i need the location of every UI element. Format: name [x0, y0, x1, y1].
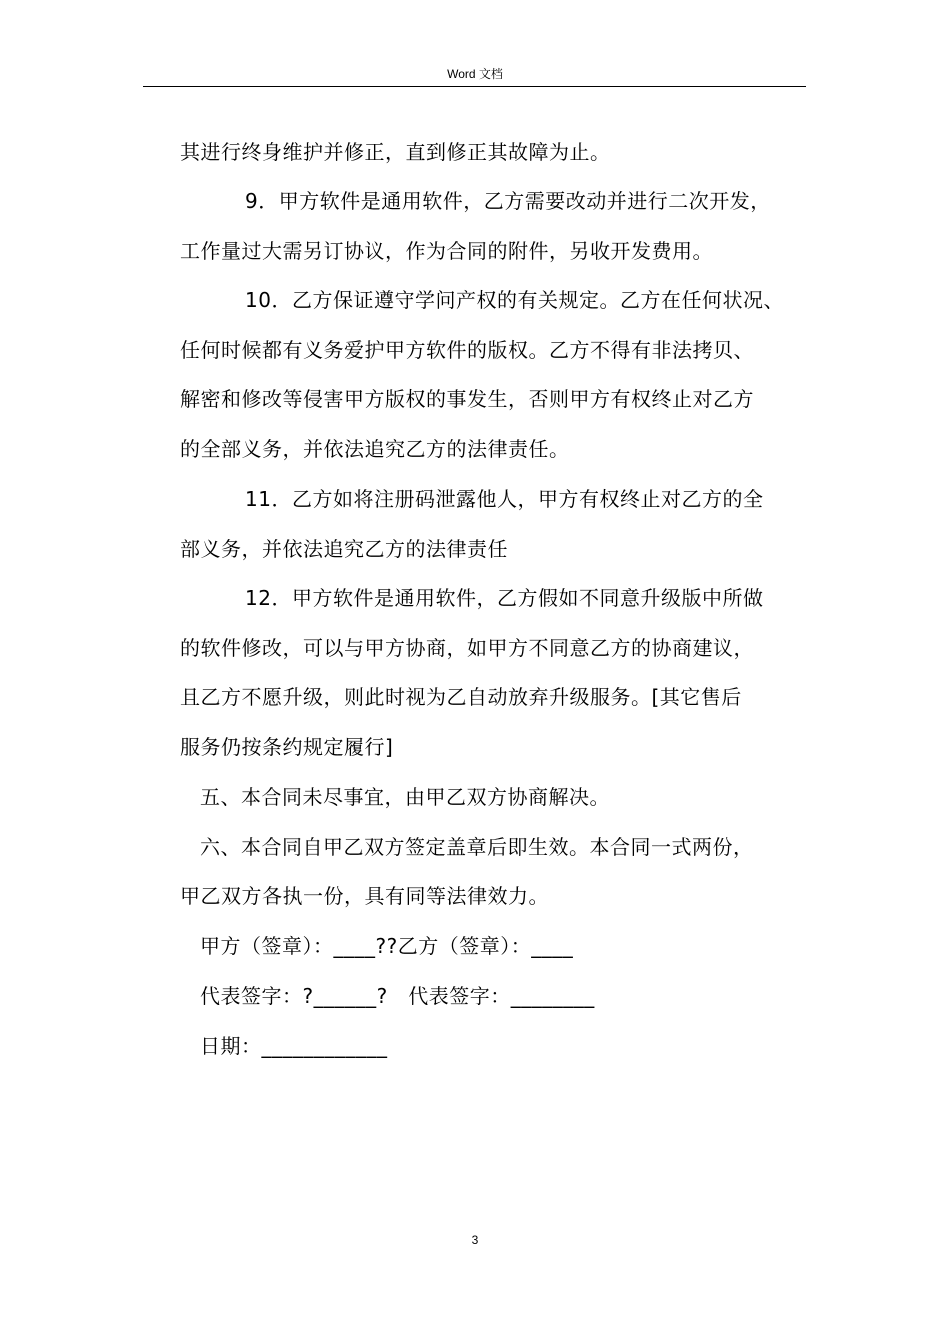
body-line: 服务仍按条约规定履行] — [180, 735, 394, 759]
body-line: 部义务，并依法追究乙方的法律责任 — [180, 537, 508, 561]
body-line: 9．甲方软件是通用软件，乙方需要改动并进行二次开发， — [245, 189, 771, 213]
body-line: 工作量过大需另订协议，作为合同的附件，另收开发费用。 — [180, 239, 713, 263]
body-line: 其进行终身维护并修正，直到修正其故障为止。 — [180, 140, 611, 164]
body-line: 且乙方不愿升级，则此时视为乙自动放弃升级服务。[其它售后 — [180, 685, 742, 709]
body-line: 10．乙方保证遵守学问产权的有关规定。乙方在任何状况、 — [245, 288, 784, 312]
page-number: 3 — [471, 1233, 479, 1247]
date-line: 日期：____________ — [200, 1034, 388, 1058]
body-line: 的全部义务，并依法追究乙方的法律责任。 — [180, 437, 570, 461]
body-line: 五、本合同未尽事宜，由甲乙双方协商解决。 — [200, 785, 610, 809]
body-line: 的软件修改，可以与甲方协商，如甲方不同意乙方的协商建议， — [180, 636, 754, 660]
header-title: Word 文档 — [447, 67, 503, 81]
body-line: 12．甲方软件是通用软件，乙方假如不同意升级版中所做 — [245, 586, 764, 610]
body-line: 六、本合同自甲乙双方签定盖章后即生效。本合同一式两份， — [200, 835, 754, 859]
body-line: 任何时候都有义务爱护甲方软件的版权。乙方不得有非法拷贝、 — [180, 338, 754, 362]
signature-line-parties: 甲方（签章）：____??乙方（签章）：____ — [200, 934, 574, 958]
body-line: 解密和修改等侵害甲方版权的事发生，否则甲方有权终止对乙方 — [180, 387, 754, 411]
signature-line-representatives: 代表签字：?______? 代表签字：________ — [200, 984, 595, 1008]
body-line: 甲乙双方各执一份，具有同等法律效力。 — [180, 884, 549, 908]
body-line: 11．乙方如将注册码泄露他人，甲方有权终止对乙方的全 — [245, 487, 764, 511]
header-divider — [143, 86, 806, 87]
